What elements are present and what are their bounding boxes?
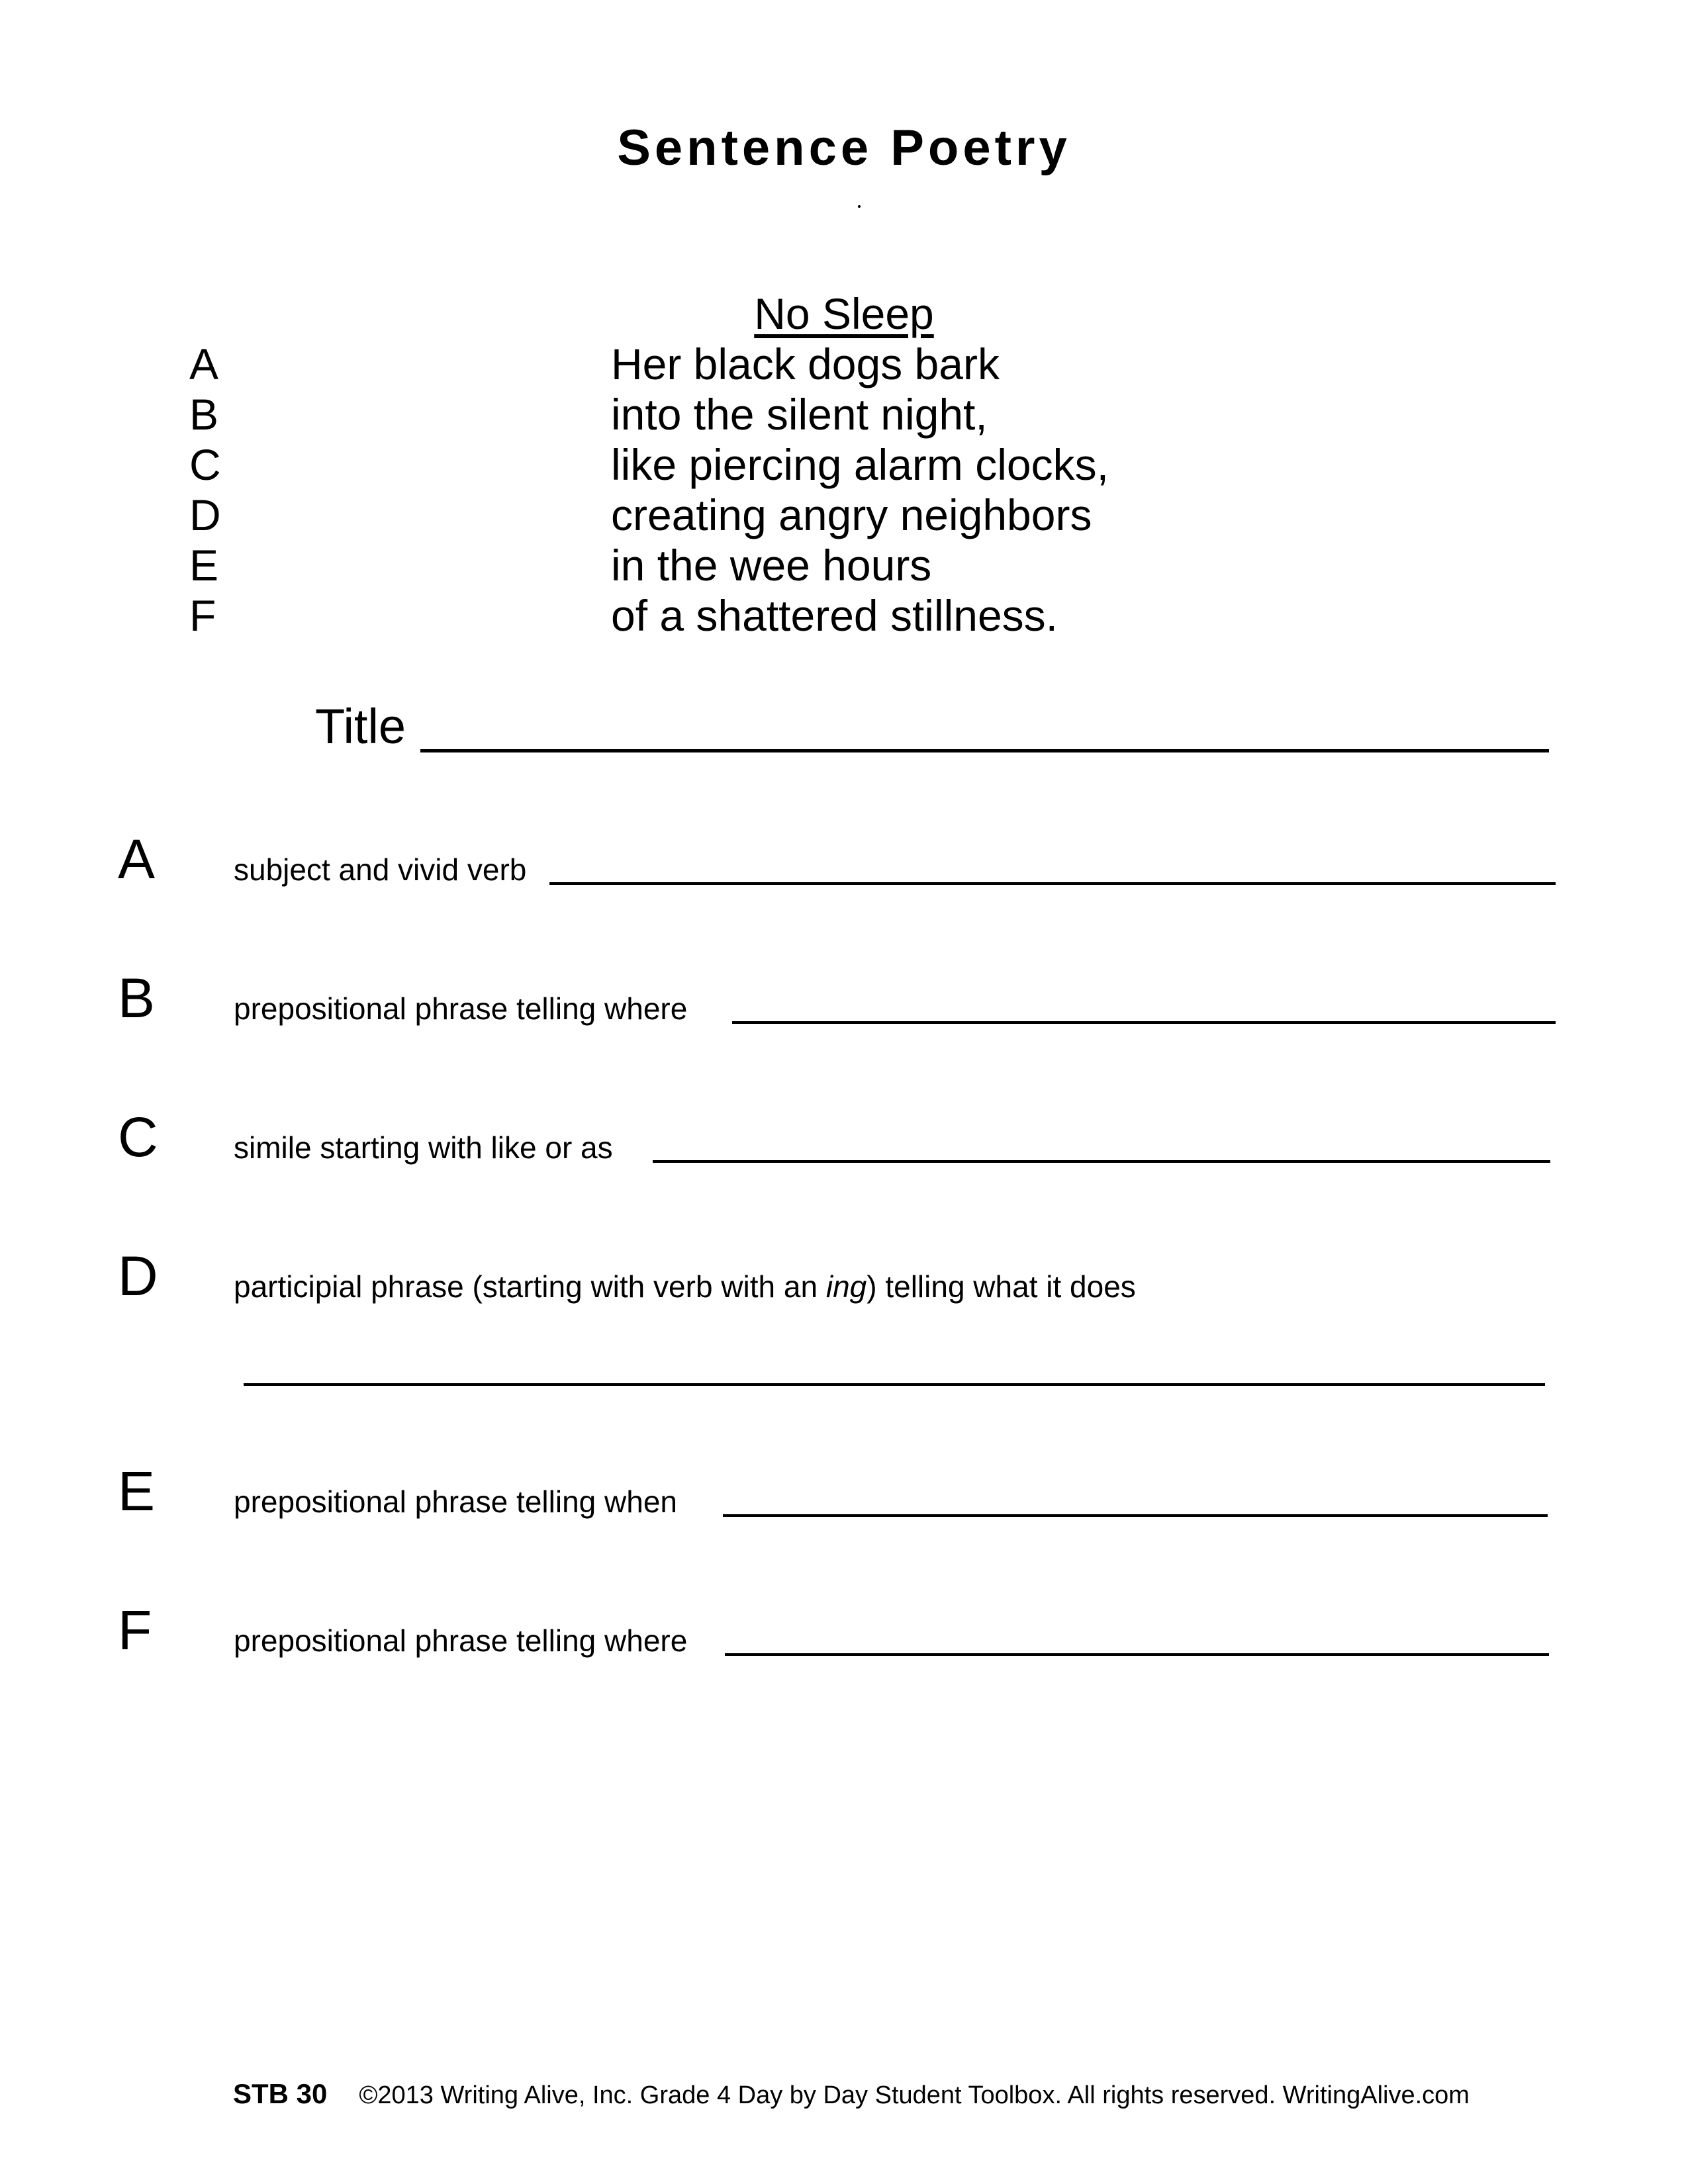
question-letter: D	[118, 1245, 158, 1307]
question-letter: E	[118, 1460, 156, 1522]
poem-line-text: in the wee hours	[611, 541, 932, 590]
poem-line-letter: F	[189, 591, 216, 640]
poem-line-text: like piercing alarm clocks,	[611, 440, 1109, 489]
question-prompt: prepositional phrase telling where	[234, 991, 688, 1026]
copyright-text: ©2013 Writing Alive, Inc. Grade 4 Day by Day Student Toolbox. All rights reserved. WritingAlive.com	[359, 2081, 1470, 2109]
answer-line[interactable]	[725, 1653, 1549, 1656]
question-prompt-part: participial phrase (starting with verb with an	[234, 1269, 826, 1304]
poem-title: No Sleep	[754, 289, 934, 338]
poem-line-text: into the silent night,	[611, 390, 988, 439]
answer-line[interactable]	[653, 1160, 1550, 1163]
answer-line[interactable]	[549, 882, 1556, 885]
poem-line-letter: B	[189, 390, 219, 439]
poem-line-text: Her black dogs bark	[611, 340, 1000, 388]
question-prompt-part: ) telling what it does	[867, 1269, 1136, 1304]
poem-line-text: creating angry neighbors	[611, 490, 1092, 539]
poem-line-letter: D	[189, 490, 221, 539]
poem-line-letter: E	[189, 541, 219, 590]
poem-line-text: of a shattered stillness.	[611, 591, 1058, 640]
poem-line-letter: A	[189, 340, 219, 388]
answer-line[interactable]	[732, 1021, 1556, 1024]
question-letter: F	[118, 1599, 152, 1661]
page-code: STB 30	[233, 2078, 328, 2109]
page-title: Sentence Poetry	[617, 120, 1071, 176]
title-answer-line[interactable]	[420, 749, 1549, 752]
question-letter: B	[118, 967, 156, 1029]
question-letter: A	[118, 828, 156, 890]
answer-line[interactable]	[723, 1514, 1548, 1517]
poem-line-letter: C	[189, 440, 221, 489]
question-prompt-italic: ing	[825, 1269, 867, 1304]
title-label: Title	[315, 699, 406, 754]
stray-dot	[858, 205, 861, 208]
question-prompt	[234, 1269, 1136, 1304]
question-prompt: prepositional phrase telling where	[234, 1623, 688, 1658]
answer-line[interactable]	[244, 1383, 1545, 1386]
footer	[233, 2078, 1470, 2110]
question-prompt: prepositional phrase telling when	[234, 1484, 677, 1519]
question-letter: C	[118, 1106, 158, 1168]
question-prompt: simile starting with like or as	[234, 1130, 613, 1165]
question-prompt: subject and vivid verb	[234, 852, 527, 887]
